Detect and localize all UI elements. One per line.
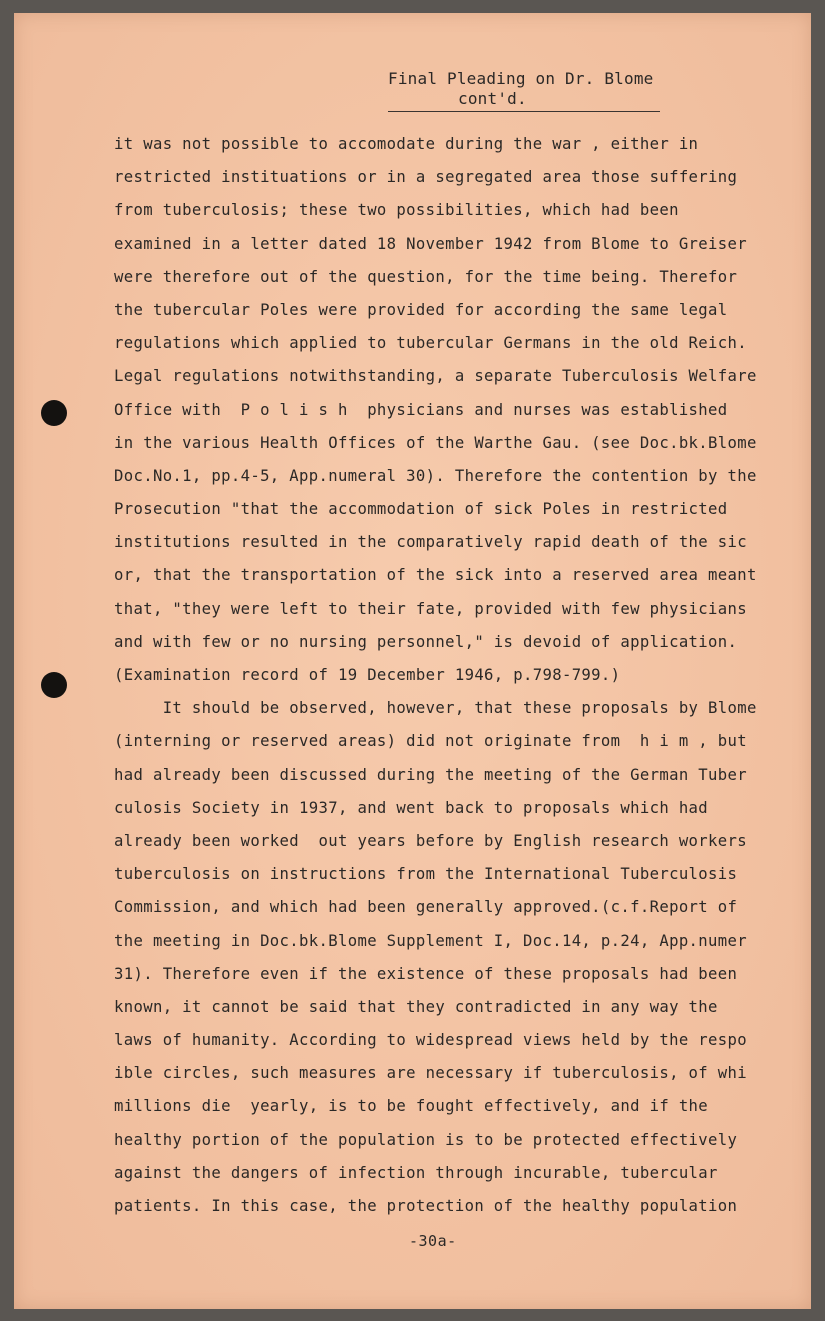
text-line: Office with P o l i s h physicians and nurses was established	[114, 400, 728, 419]
text-line: in the various Health Offices of the Warthe Gau. (see Doc.bk.Blome	[114, 433, 757, 452]
text-line: Doc.No.1, pp.4-5, App.numeral 30). Therefore the contention by the	[114, 466, 757, 485]
text-line: (Examination record of 19 December 1946, p.798-799.)	[114, 666, 621, 684]
text-line: known, it cannot be said that they contradicted in any way the	[114, 997, 718, 1016]
text-line: patients. In this case, the protection of the healthy population	[114, 1197, 738, 1215]
text-line: and with few or no nursing personnel," is devoid of application.	[114, 632, 738, 651]
text-line: 31). Therefore even if the existence of these proposals had been	[114, 964, 738, 983]
text-line: or, that the transportation of the sick into a reserved area meant	[114, 566, 757, 585]
text-line: millions die yearly, is to be fought effectively, and if the	[114, 1097, 709, 1116]
header-subtitle: cont'd.	[458, 89, 527, 108]
text-line: culosis Society in 1937, and went back to proposals which had	[114, 798, 709, 817]
text-line: were therefore out of the question, for the time being. Therefor	[114, 267, 738, 286]
text-line: (interning or reserved areas) did not originate from h i m , but	[114, 732, 747, 751]
text-line: already been worked out years before by English research workers	[114, 831, 747, 850]
text-line: the tubercular Poles were provided for according the same legal	[114, 300, 728, 319]
text-line: healthy portion of the population is to be protected effectively	[114, 1130, 738, 1149]
text-line: Prosecution "that the accommodation of sick Poles in restricted	[114, 500, 728, 519]
body-text	[114, 128, 764, 1223]
text-line: Commission, and which had been generally approved.(c.f.Report of	[114, 898, 738, 917]
text-line: it was not possible to accomodate during the war , either in	[114, 135, 699, 153]
text-line: had already been discussed during the meeting of the German Tuber	[114, 765, 747, 784]
punch-hole-top	[41, 400, 67, 426]
text-line: examined in a letter dated 18 November 1942 from Blome to Greiser	[114, 234, 747, 253]
text-line: Legal regulations notwithstanding, a separate Tuberculosis Welfare	[114, 367, 757, 386]
header-underline	[388, 111, 660, 112]
page-number: -30a-	[409, 1232, 457, 1250]
punch-hole-bottom	[41, 672, 67, 698]
text-line: ible circles, such measures are necessary if tuberculosis, of whi	[114, 1064, 747, 1083]
text-line: that, "they were left to their fate, provided with few physicians	[114, 599, 747, 618]
text-line: tuberculosis on instructions from the International Tuberculosis	[114, 865, 738, 884]
header-title: Final Pleading on Dr. Blome	[388, 69, 654, 88]
text-line: from tuberculosis; these two possibilities, which had been	[114, 201, 679, 220]
text-line: the meeting in Doc.bk.Blome Supplement I, Doc.14, p.24, App.numer	[114, 931, 747, 950]
text-line: against the dangers of infection through incurable, tubercular	[114, 1163, 718, 1182]
page-header	[388, 69, 660, 112]
document-page	[14, 13, 811, 1309]
text-line: institutions resulted in the comparatively rapid death of the sic	[114, 533, 747, 552]
text-line: It should be observed, however, that these proposals by Blome	[114, 699, 757, 718]
text-line: laws of humanity. According to widespread views held by the respo	[114, 1031, 747, 1050]
text-line: regulations which applied to tubercular Germans in the old Reich.	[114, 334, 747, 353]
text-line: restricted instituations or in a segregated area those suffering	[114, 168, 738, 187]
